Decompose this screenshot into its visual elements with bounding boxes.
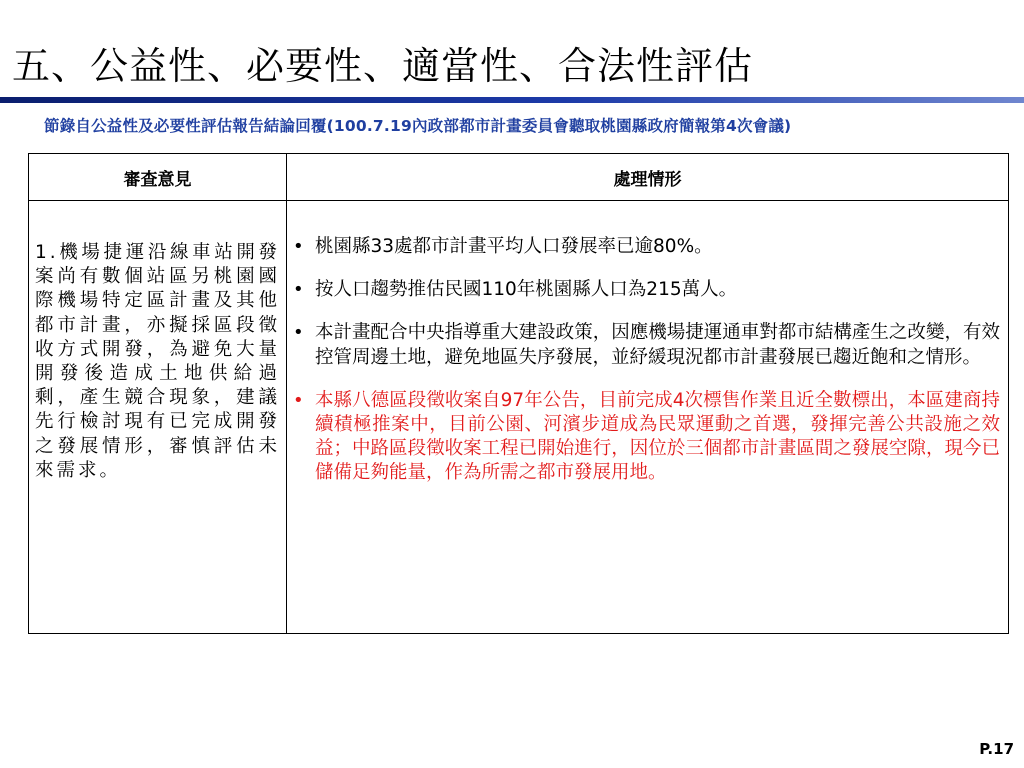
bullet-dot-icon: • <box>293 236 304 257</box>
review-table <box>28 153 1009 634</box>
review-opinion-cell: 1.機場捷運沿線車站開發案尚有數個站區另桃園國際機場特定區計畫及其他都市計畫，亦擬採區段徵收方式開發，為避免大量開發後造成土地供給過剩，產生競合現象，建議先行檢討現有已完成開發之發展情形，審慎評估未來需求。 <box>29 201 287 634</box>
response-text: 本縣八德區段徵收案自97年公告，目前完成4次標售作業且近全數標出，本區建商持續積極推案中，目前公園、河濱步道成為民眾運動之首選，發揮完善公共設施之效益；中路區段徵收案工程已開始進行，因位於三個都市計畫區間之發展空隙，現今已儲備足夠能量，作為所需之都市發展用地。 <box>315 389 1000 484</box>
page-number: P.17 <box>979 740 1014 758</box>
bullet-dot-icon: • <box>293 389 304 411</box>
title-divider-bar <box>0 97 1024 103</box>
response-item <box>293 278 1000 302</box>
response-item <box>293 321 1000 369</box>
response-item <box>293 235 1000 259</box>
bullet-dot-icon: • <box>293 322 304 344</box>
slide-subtitle: 節錄自公益性及必要性評估報告結論回覆(100.7.19內政部都市計畫委員會聽取桃園縣政府簡報第4次會議) <box>44 117 792 135</box>
response-text: 本計畫配合中央指導重大建設政策，因應機場捷運通車對都市結構產生之改變，有效控管周邊土地，避免地區失序發展，並紓緩現況都市計畫發展已趨近飽和之情形。 <box>315 322 1000 368</box>
header-review-opinion: 審查意見 <box>29 154 287 201</box>
table-row <box>29 201 1009 634</box>
response-text: 按人口趨勢推估民國110年桃園縣人口為215萬人。 <box>315 279 738 301</box>
table-header-row <box>29 154 1009 201</box>
handling-status-cell <box>287 201 1009 634</box>
response-list <box>293 235 1000 486</box>
header-handling-status: 處理情形 <box>287 154 1009 201</box>
bullet-dot-icon: • <box>293 279 304 301</box>
response-text: 桃園縣33處都市計畫平均人口發展率已逾80%。 <box>315 236 713 257</box>
slide-title: 五、公益性、必要性、適當性、合法性評估 <box>12 44 754 88</box>
response-item-highlighted <box>293 389 1000 486</box>
